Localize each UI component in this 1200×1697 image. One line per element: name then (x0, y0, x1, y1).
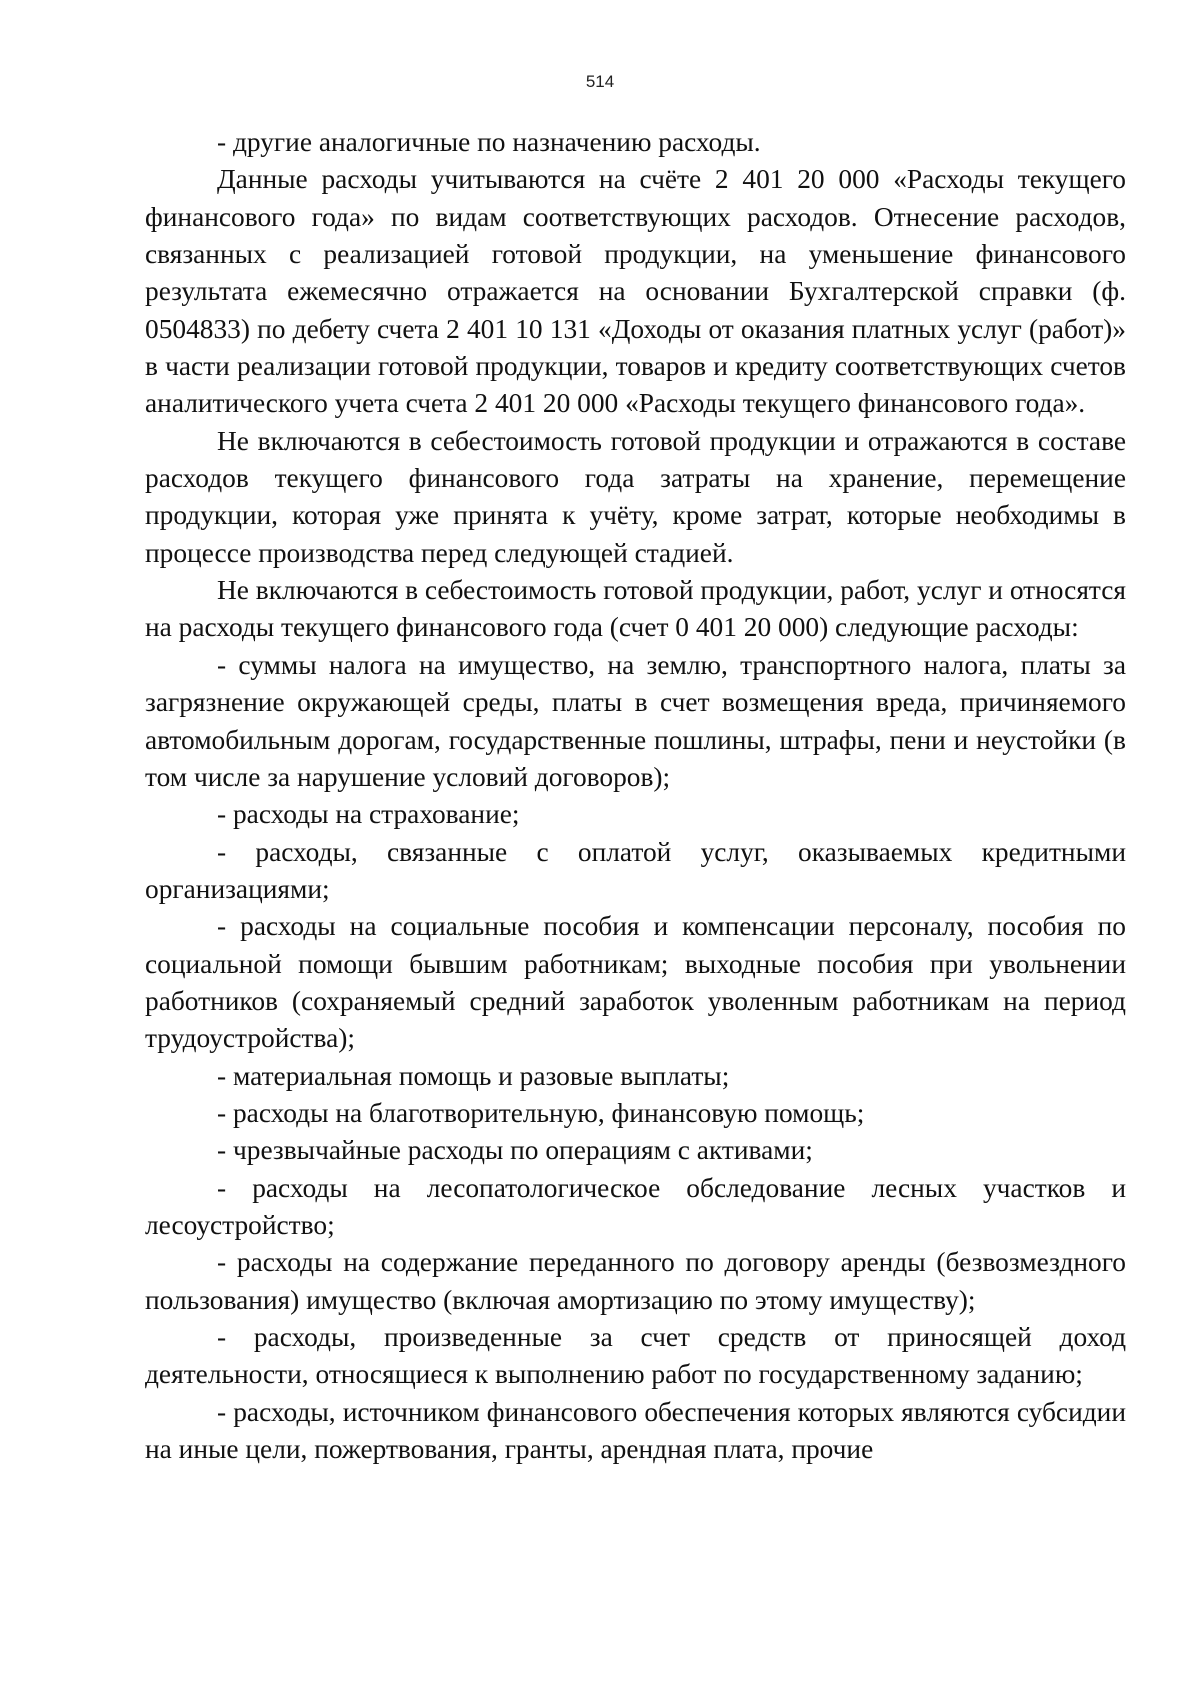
list-item-subsidy-funded-expenses: - расходы, источником финансового обеспечения которых являются субсидии на иные цели, пожертвования, гранты, арендная плата, прочие (145, 1396, 1126, 1465)
list-item-forest-survey: - расходы на лесопатологическое обследование лесных участков и лесоустройство; (145, 1172, 1126, 1240)
list-item-credit-organization-services: - расходы, связанные с оплатой услуг, оказываемых кредитными организациями; (145, 836, 1126, 904)
list-item-taxes-and-fines: - суммы налога на имущество, на землю, транспортного налога, платы за загрязнение окружающей среды, платы в счет возмещения вреда, причиняемого автомобильным дорогам, государственные пошлины, штрафы, пени и неустойки (в том числе за нарушение условий договоров); (145, 649, 1126, 792)
paragraph-other-similar-expenses: - другие аналогичные по назначению расходы. (217, 127, 761, 157)
list-item-insurance: - расходы на страхование; (217, 799, 520, 830)
list-item-leased-property: - расходы на содержание переданного по договору аренды (безвозмездного пользования) имущество (включая амортизацию по этому имуществу); (145, 1247, 1126, 1315)
list-item-emergency-expenses: - чрезвычайные расходы по операциям с активами; (217, 1135, 813, 1166)
paragraph-excluded-costs-intro: Не включаются в себестоимость готовой продукции, работ, услуг и относятся на расходы текущего финансового года (счет 0 401 20 000) следующие расходы: (145, 575, 1126, 643)
page-number: 514 (585, 72, 615, 91)
paragraph-expense-accounting: Данные расходы учитываются на счёте 2 401 20 000 «Расходы текущего финансового года» по видам соответствующих расходов. Отнесение расходов, связанных с реализацией готовой продукции, на уменьшение финансового результата ежемесячно отражается на основании Бухгалтерской справки (ф. 0504833) по дебету счета 2 401 10 131 «Доходы от оказания платных услуг (работ)» в части реализации готовой продукции, товаров и кредиту соответствующих счетов аналитического учета счета 2 401 20 000 «Расходы текущего финансового года». (145, 164, 1126, 419)
list-item-material-assistance: - материальная помощь и разовые выплаты; (217, 1060, 730, 1091)
document-body (145, 124, 1126, 1468)
list-item-income-activity-expenses: - расходы, произведенные за счет средств от приносящей доход деятельности, относящиеся к выполнению работ по государственному заданию; (145, 1322, 1126, 1390)
paragraph-storage-costs: Не включаются в себестоимость готовой продукции и отражаются в составе расходов текущего финансового года затраты на хранение, перемещение продукции, которая уже принята к учёту, кроме затрат, которые необходимы в процессе производства перед следующей стадией. (145, 425, 1126, 568)
list-item-charitable-assistance: - расходы на благотворительную, финансовую помощь; (217, 1097, 865, 1128)
list-item-social-benefits: - расходы на социальные пособия и компенсации персоналу, пособия по социальной помощи бывшим работникам; выходные пособия при увольнении работников (сохраняемый средний заработок уволенным работникам на период трудоустройства); (145, 911, 1126, 1054)
